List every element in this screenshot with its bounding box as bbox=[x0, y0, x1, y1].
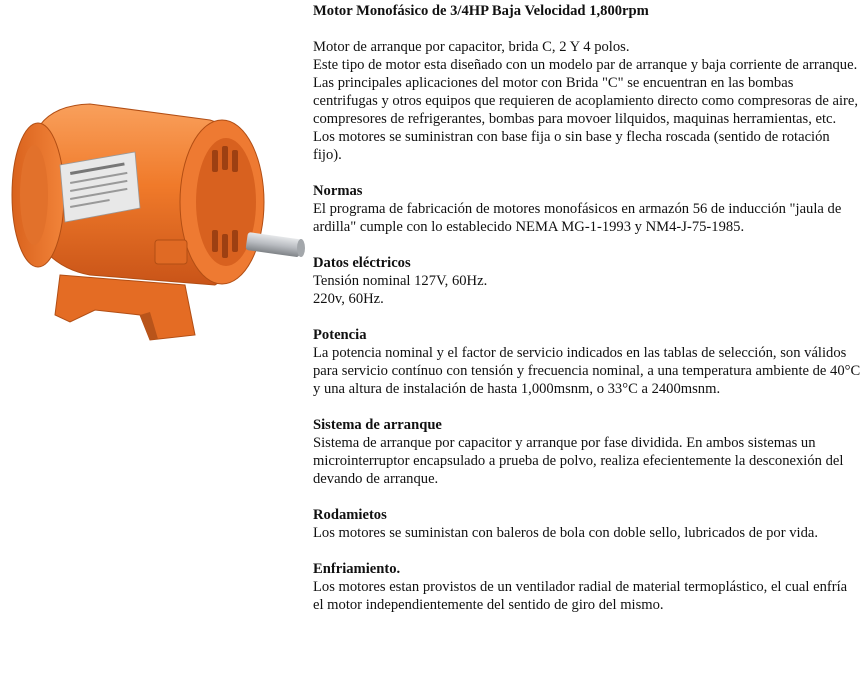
section-title: Rodamietos bbox=[313, 507, 387, 523]
section-title: Normas bbox=[313, 183, 363, 199]
product-description bbox=[313, 0, 861, 614]
junction-box bbox=[155, 240, 187, 264]
page-title: Motor Monofásico de 3/4HP Baja Velocidad 1,800rpm bbox=[313, 3, 649, 19]
intro-line: Motor de arranque por capacitor, brida C, 2 Y 4 polos. bbox=[313, 39, 630, 55]
section-text: Los motores estan provistos de un ventilador radial de material termoplástico, el cual enfría el motor independientemente del sentido de giro del mismo. bbox=[313, 579, 848, 613]
section-text: Los motores se suministan con baleros de bola con doble sello, lubricados de por vida. bbox=[313, 525, 818, 541]
motor-image bbox=[0, 90, 305, 350]
section-enfriamiento bbox=[313, 560, 861, 614]
section-text: La potencia nominal y el factor de servicio indicados en las tablas de selección, son válidos para servicio contínuo con tensión y frecuencia nominal, a una temperatura ambiente de 40°C y una altura de instalación de hasta 1,000msnm, o 33°C a 2400msnm. bbox=[313, 345, 861, 397]
intro-block bbox=[313, 38, 861, 164]
intro-line: Este tipo de motor esta diseñado con un modelo par de arranque y baja corriente de arranque. bbox=[313, 57, 858, 73]
section-title: Sistema de arranque bbox=[313, 417, 442, 433]
section-sistema-arranque bbox=[313, 416, 861, 488]
section-text: Tensión nominal 127V, 60Hz. bbox=[313, 273, 488, 289]
section-rodamientos bbox=[313, 506, 861, 542]
section-text: El programa de fabricación de motores monofásicos en armazón 56 de inducción "jaula de ardilla" cumple con lo establecido NEMA MG-1-1993 y NM4-J-75-1985. bbox=[313, 201, 842, 235]
section-text: Sistema de arranque por capacitor y arranque por fase dividida. En ambos sistemas un microinterruptor encapsulado a prueba de polvo, realiza efecientemente la desconexión del devando de arranque. bbox=[313, 435, 844, 487]
motor-base bbox=[55, 275, 195, 340]
intro-line: Los motores se suministran con base fija o sin base y flecha roscada (sentido de rotación fijo). bbox=[313, 129, 830, 163]
section-title: Datos eléctricos bbox=[313, 255, 411, 271]
section-potencia bbox=[313, 326, 861, 398]
intro-line: Las principales aplicaciones del motor con Brida "C" se encuentran en las bombas centrifugas y otros equipos que requieren de acoplamiento directo como compresoras de aire, compresores de refrigerantes, bombas para movoer lilquidos, maquinas herramientas, etc. bbox=[313, 75, 859, 127]
section-normas bbox=[313, 182, 861, 236]
section-datos-electricos bbox=[313, 254, 861, 308]
section-title: Potencia bbox=[313, 327, 367, 343]
section-text: 220v, 60Hz. bbox=[313, 291, 384, 307]
section-title: Enfriamiento. bbox=[313, 561, 401, 577]
